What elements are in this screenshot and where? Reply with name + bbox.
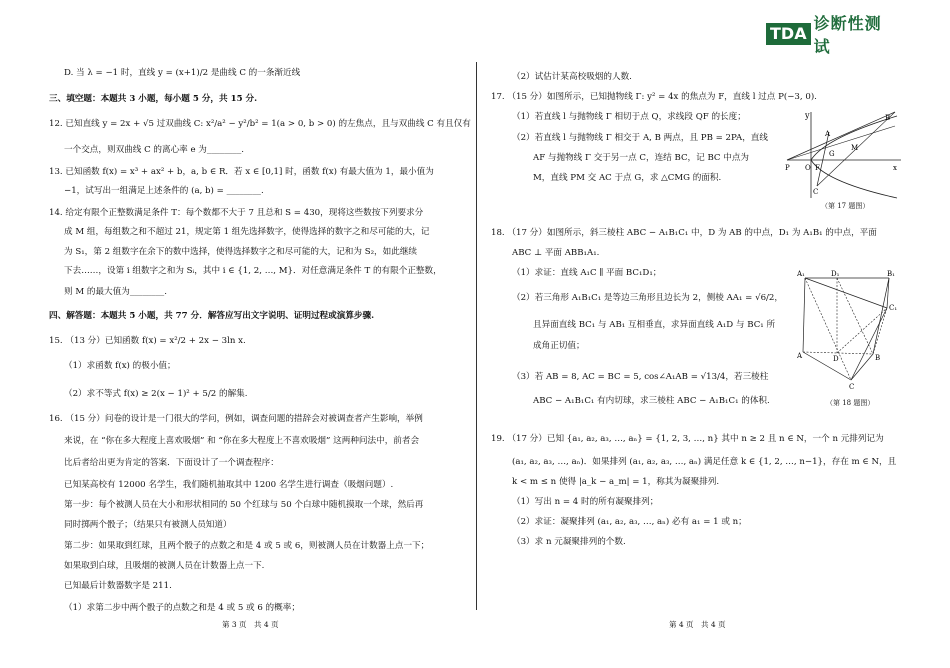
- fig17-label-b: B: [885, 114, 891, 122]
- q19-part-2: （2）求证：凝聚排列 (a₁, a₂, a₃, …, aₙ) 必有 a₁ = 1 或 n；: [512, 517, 747, 527]
- q16-part-1: （1）求第二步中两个骰子的点数之和是 4 或 5 或 6 的概率；: [64, 603, 300, 613]
- q17-stem: 17. （15 分）如图所示，已知抛物线 Γ: y² = 4x 的焦点为 F，直线 l 过点 P(−3, 0).: [491, 92, 817, 102]
- q13-line-1: 13. 已知函数 f(x) = x³ + ax² + b，a, b ∈ R．若 x ∈ [0,1] 时，函数 f(x) 有最大值为 1，最小值为: [49, 167, 434, 177]
- fig17-label-a: A: [825, 130, 831, 138]
- q11-option-d: D. 当 λ = −1 时，直线 y = (x+1)/2 是曲线 C 的一条渐近线: [64, 68, 301, 78]
- q15-part-2: （2）求不等式 f(x) ≥ 2(x − 1)² + 5/2 的解集.: [64, 389, 248, 399]
- q18-part-3-line-2: ABC − A₁B₁C₁ 有内切球，求三棱柱 ABC − A₁B₁C₁ 的体积.: [533, 396, 770, 406]
- q16-line-5: 第一步：每个被测人员在大小和形状相同的 50 个红球与 50 个白球中随机摸取一个球，然后再: [64, 500, 424, 510]
- fig17-label-p: P: [785, 164, 790, 172]
- q13-line-2: −1，试写出一组满足上述条件的 (a, b) = ________.: [64, 186, 264, 196]
- q18-line-1: 18. （17 分）如图所示，斜三棱柱 ABC − A₁B₁C₁ 中，D 为 AB 的中点，D₁ 为 A₁B₁ 的中点，平面: [491, 228, 877, 238]
- q17-figure-parabola: [785, 108, 903, 200]
- page-footer-right: 第 4 页 共 4 页: [669, 620, 726, 629]
- fig18-label-d1: D₁: [831, 270, 840, 278]
- q18-part-3-line-1: （3）若 AB = 8, AC = BC = 5, cos∠A₁AB = √13/4，若三棱柱: [512, 372, 769, 382]
- q19-line-3: k < m ≤ n 使得 |a_k − a_m| = 1，称其为凝聚排列.: [512, 477, 720, 487]
- q17-part-2-line-2: AF 与抛物线 Γ 交于另一点 C，连结 BC，记 BC 中点为: [533, 153, 750, 163]
- fig18-label-c: C: [849, 383, 855, 391]
- q19-line-2: (a₁, a₂, a₃, …, aₙ)．如果排列 (a₁, a₂, a₃, …, aₙ) 满足任意 k ∈ {1, 2, …, n−1}，存在 m ∈ N，且: [512, 457, 897, 467]
- q18-figure-caption: （第 18 题图）: [826, 399, 875, 407]
- fig17-label-m: M: [851, 144, 859, 152]
- page-footer-left: 第 3 页 共 4 页: [222, 620, 279, 629]
- q16-line-2: 来说，在 “你在多大程度上喜欢吸烟” 和 “你在多大程度上不喜欢吸烟” 这两种问法中，前者会: [64, 436, 420, 446]
- q14-line-5: 则 M 的最大值为________.: [64, 287, 167, 297]
- q19-line-1: 19. （17 分）已知 {a₁, a₂, a₃, …, aₙ} = {1, 2, 3, …, n} 其中 n ≥ 2 且 n ∈ N，一个 n 元排列记为: [491, 434, 884, 444]
- q18-part-1: （1）求证：直线 A₁C ∥ 平面 BC₁D₁；: [512, 268, 662, 278]
- fig17-label-x: x: [893, 164, 897, 172]
- q17-part-2-line-3: M，直线 PM 交 AC 于点 G，求 △CMG 的面积.: [533, 173, 722, 183]
- q16-line-3: 比后者给出更为肯定的答案．下面设计了一个调查程序：: [64, 458, 279, 468]
- q15-part-1: （1）求函数 f(x) 的极小值；: [64, 361, 176, 371]
- fig17-label-f: F: [815, 164, 820, 172]
- q16-part-2: （2）试估计某高校吸烟的人数.: [512, 72, 632, 82]
- q14-line-4: 下去……，设第 i 组数字之和为 Sᵢ，其中 i ∈ {1, 2, …, M}．对任意满足条件 T 的有限个正整数，: [64, 266, 442, 276]
- q14-line-2: 成 M 组，每组数之和不超过 21，规定第 1 组先选择数字，使得选择的数字之和尽可能的大，记: [64, 227, 430, 237]
- fig18-label-b: B: [875, 354, 881, 362]
- fig17-label-g: G: [829, 150, 835, 158]
- q14-line-3: 为 S₁，第 2 组数字在余下的数中选择，使得选择数字之和尽可能的大，记和为 S₂，如此继续: [64, 247, 418, 257]
- q19-part-3: （3）求 n 元凝聚排列的个数.: [512, 537, 626, 547]
- q17-part-2-line-1: （2）若直线 l 与抛物线 Γ 相交于 A, B 两点，且 PB = 2PA，直线: [512, 133, 768, 143]
- q18-part-2-line-1: （2）若三角形 A₁B₁C₁ 是等边三角形且边长为 2，侧棱 AA₁ = √6/2，: [512, 293, 783, 303]
- q16-line-9: 已知最后计数器数字是 211.: [64, 581, 172, 591]
- q18-part-2-line-2: 且异面直线 BC₁ 与 AB₁ 互相垂直，求异面直线 A₁D 与 BC₁ 所: [533, 320, 776, 330]
- fig18-label-d: D: [833, 355, 839, 363]
- q19-part-1: （1）写出 n = 4 时的所有凝聚排列；: [512, 497, 659, 507]
- fig17-label-o: O: [805, 164, 811, 172]
- q16-line-7: 第二步：如果取到红球，且两个骰子的点数之和是 4 或 5 或 6，则被测人员在计数器上点一下；: [64, 541, 430, 551]
- q14-line-1: 14. 给定有限个正整数满足条件 T：每个数都不大于 7 且总和 S = 430，现将这些数按下列要求分: [49, 208, 424, 218]
- section-answer-heading: 四、解答题：本题共 5 小题，共 77 分．解答应写出文字说明、证明过程或演算步骤.: [49, 311, 375, 321]
- q18-figure-prism: [797, 268, 905, 396]
- fig18-label-c1: C₁: [889, 304, 898, 312]
- q17-figure-caption: （第 17 题图）: [821, 202, 870, 210]
- q12-line-1: 12. 已知直线 y = 2x + √5 过双曲线 C: x²/a² − y²/b² = 1(a > 0, b > 0) 的左焦点，且与双曲线 C 有且仅有: [49, 119, 471, 129]
- q17-part-1: （1）若直线 l 与抛物线 Γ 相切于点 Q，求线段 QF 的长度；: [512, 112, 746, 122]
- q12-line-2: 一个交点，则双曲线 C 的离心率 e 为________.: [64, 145, 245, 155]
- fig18-label-b1: B₁: [887, 270, 895, 278]
- fig18-label-a1: A₁: [797, 270, 805, 278]
- logo-box: TDA: [766, 23, 811, 45]
- fig17-label-y: y: [805, 111, 810, 120]
- q18-line-2: ABC ⊥ 平面 ABB₁A₁.: [512, 248, 600, 258]
- q15-stem: 15. （13 分）已知函数 f(x) = x²/2 + 2x − 3ln x.: [49, 336, 246, 346]
- logo-text: 诊断性测试: [813, 14, 882, 56]
- q16-line-6: 同时掷两个骰子；（结果只有被测人员知道）: [64, 520, 232, 530]
- q16-line-1: 16. （15 分）问卷的设计是一门很大的学问，例如，调查问题的措辞会对被调查者产生影响，举例: [49, 414, 423, 424]
- right-page: [475, 0, 950, 668]
- section-fill-blank-heading: 三、填空题：本题共 3 小题，每小题 5 分，共 15 分.: [49, 94, 258, 104]
- q16-line-4: 已知某高校有 12000 名学生，我们随机抽取其中 1200 名学生进行调查（吸烟问题）.: [64, 480, 394, 490]
- fig17-label-c: C: [813, 188, 819, 196]
- q18-part-2-line-3: 成角正切值；: [533, 341, 585, 351]
- fig18-label-a: A: [797, 352, 803, 360]
- q16-line-8: 如果取到白球，且吸烟的被测人员在计数器上点一下.: [64, 561, 265, 571]
